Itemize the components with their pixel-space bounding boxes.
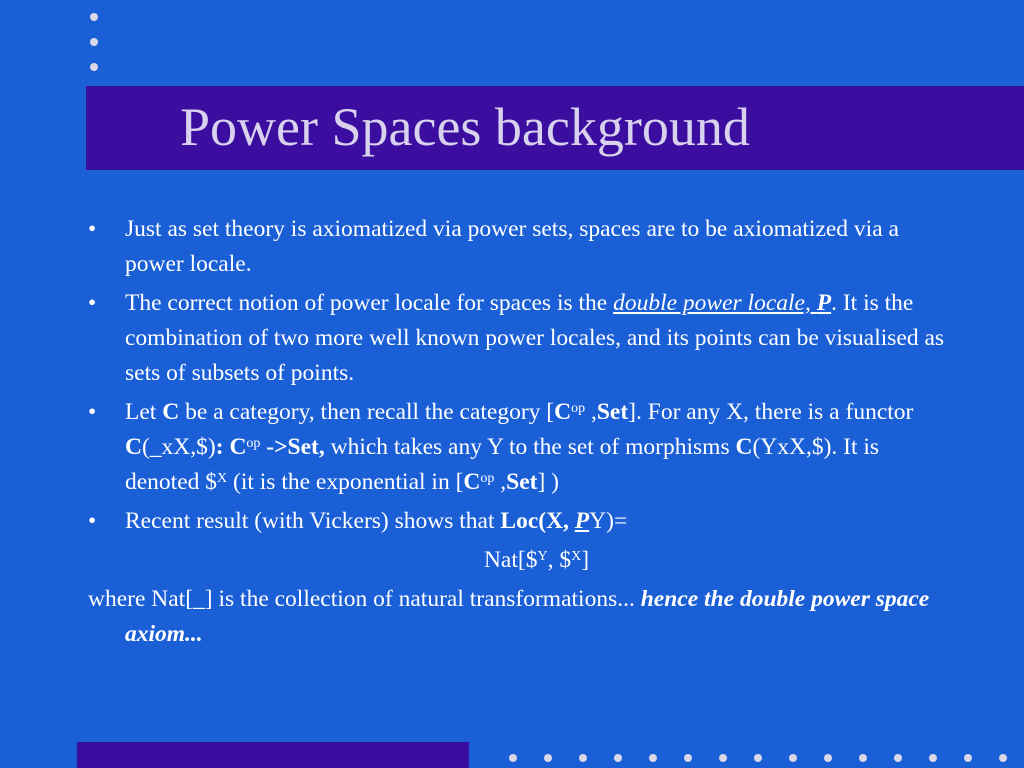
decor-dot (614, 754, 622, 762)
closing-text: where Nat[_] is the collection of natural transformations... hence the double power space axiom... (88, 586, 930, 647)
decor-dot (649, 754, 657, 762)
decor-dot (684, 754, 692, 762)
decor-dot (964, 754, 972, 762)
bullet-text: The correct notion of power locale for spaces is the (125, 290, 614, 316)
decor-dot (90, 63, 98, 71)
footer-bar (77, 742, 469, 768)
bullet-text: Just as set theory is axiomatized via power sets, spaces are to be axiomatized via a power locale. (125, 216, 899, 277)
bullet-item (88, 504, 948, 539)
decor-dot (544, 754, 552, 762)
decor-dot (789, 754, 797, 762)
bullet-item (88, 212, 948, 282)
slide-title: Power Spaces background (180, 97, 750, 157)
decor-dot (90, 38, 98, 46)
bullet-mark: • (88, 290, 97, 316)
bullet-text: . It is the combination of two more well known power locales, and its points can be visualised as sets of subsets of points. (125, 290, 945, 386)
slide-body (88, 212, 948, 652)
decor-dot (999, 754, 1007, 762)
bullet-item (88, 286, 948, 391)
bullet-text: Recent result (with Vickers) shows that Loc(X, PY)= (125, 508, 628, 534)
bullet-mark: • (88, 508, 97, 534)
decor-dot (579, 754, 587, 762)
emphasis-text: double power locale, P (613, 290, 832, 316)
nat-formula: Nat[\$$^Y$, \$$^X$] (483, 547, 590, 573)
bullet-text: Let C be a category, then recall the category [$C^{op}$ ,Set]. For any X, there is a functor C(_xX,$): $C^{op}$ ->Set, which takes any Y to the set of morphisms C(YxX,$). It is denoted \$$^X$ (it is the exponential in [$C^{op}$ ,Set] ) (125, 399, 914, 495)
decor-dot (719, 754, 727, 762)
bullet-mark: • (88, 399, 97, 425)
bullet-item (88, 395, 948, 500)
decor-dot (754, 754, 762, 762)
decor-dot (859, 754, 867, 762)
decor-dot (509, 754, 517, 762)
decor-dot (824, 754, 832, 762)
decor-dot (929, 754, 937, 762)
bullet-mark: • (88, 216, 97, 242)
decor-dot (90, 13, 98, 21)
decor-dot (894, 754, 902, 762)
